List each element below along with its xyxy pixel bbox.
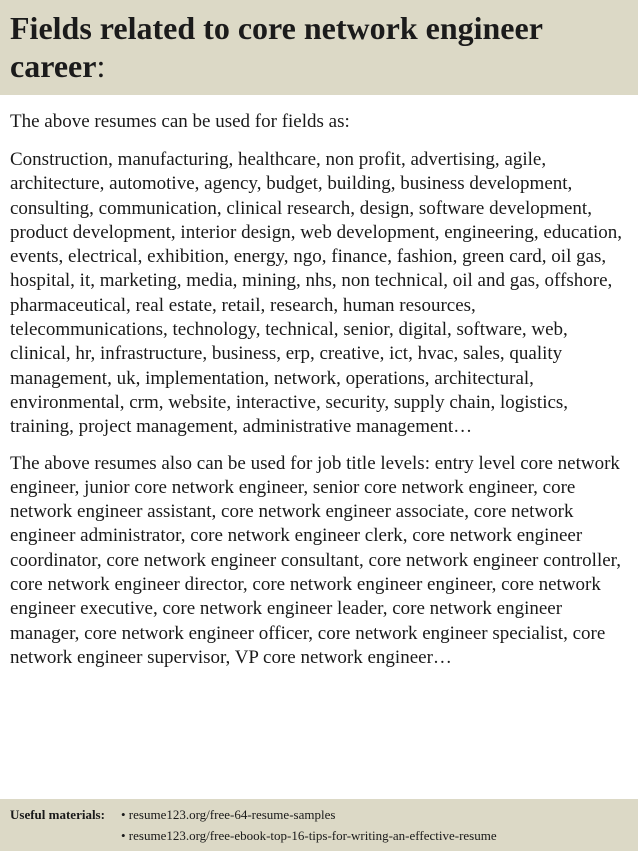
page-title: [10, 9, 628, 85]
footer-link-resume-samples[interactable]: • resume123.org/free-64-resume-samples: [121, 807, 336, 822]
job-titles-paragraph: The above resumes also can be used for job title levels: entry level core network engineer, junior core network engineer, senior core network engineer, core network engineer assistant, core network engineer associate, core network engineer administrator, core network engineer clerk, core network engineer coordinator, core network engineer consultant, core network engineer controller, core network engineer director, core network engineer engineer, core network engineer executive, core network engineer leader, core network engineer manager, core network engineer officer, core network engineer specialist, core network engineer supervisor, VP core network engineer…: [10, 452, 621, 668]
useful-materials-label: [10, 804, 121, 825]
main-content: [10, 110, 632, 682]
fields-paragraph: Construction, manufacturing, healthcare, non profit, advertising, agile, architecture, automotive, agency, budget, building, business development, consulting, communication, clinical research, design, software development, product development, interior design, web development, engineering, education, events, electrical, exhibition, energy, ngo, finance, fashion, green card, oil gas, hospital, it, marketing, media, mining, nhs, non technical, oil and gas, offshore, pharmaceutical, real estate, retail, research, human resources, telecommunications, technology, technical, senior, digital, software, web, clinical, hr, infrastructure, business, erp, creative, ict, hvac, sales, quality management, uk, implementation, network, operations, architectural, environmental, crm, website, interactive, security, supply chain, logistics, training, project management, administrative management…: [10, 149, 623, 438]
header-banner: [0, 0, 638, 95]
useful-materials-label-colon: :: [100, 807, 105, 822]
footer-link-ebook-tips[interactable]: • resume123.org/free-ebook-top-16-tips-for-writing-an-effective-resume: [121, 828, 497, 843]
footer-row-1: [10, 804, 628, 825]
page-title-text: Fields related to core network engineer career: [10, 10, 543, 84]
page-title-colon: :: [96, 48, 106, 84]
footer-label-spacer: [10, 825, 121, 846]
footer-row-2: [10, 825, 628, 846]
footer-banner: [0, 799, 638, 851]
intro-text: The above resumes can be used for fields as:: [10, 111, 350, 132]
useful-materials-label-text: Useful materials: [10, 807, 101, 822]
